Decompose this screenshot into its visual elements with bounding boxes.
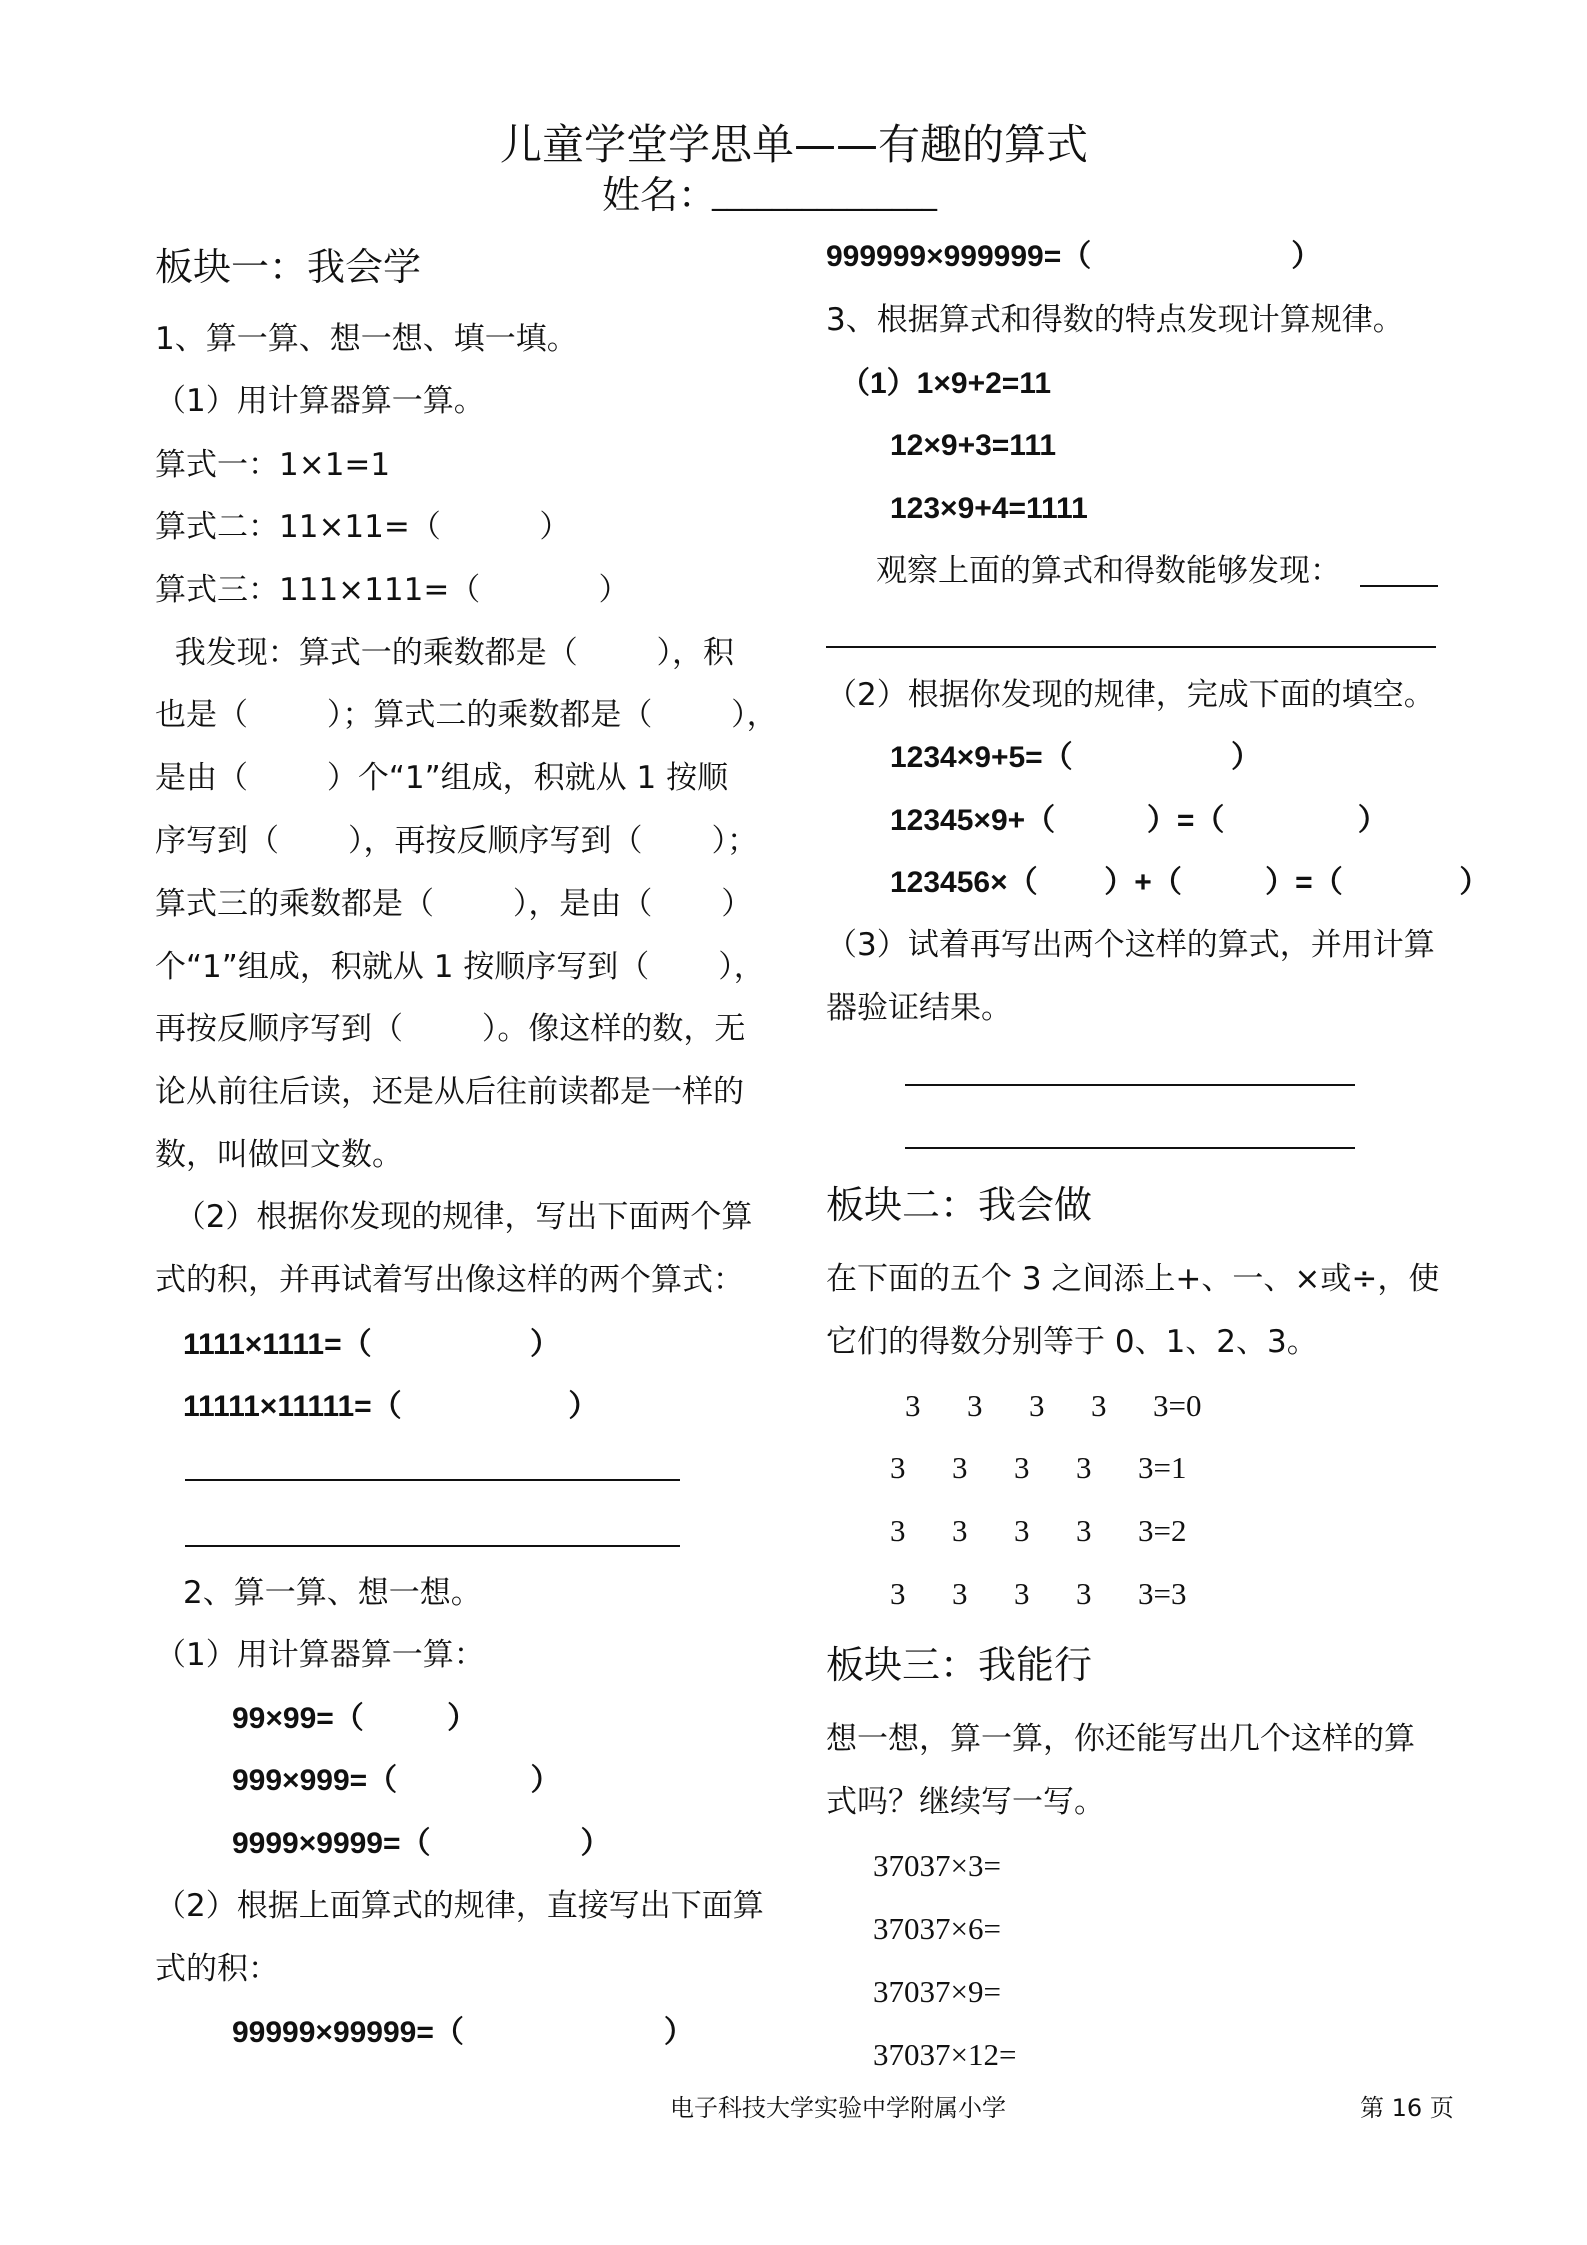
para-line: 算式三的乘数都是（ ），是由（ ） bbox=[155, 886, 753, 922]
equation-11: 1234×9+5=（ ） bbox=[890, 741, 1262, 774]
s3-text-line: 想一想，算一算，你还能写出几个这样的算 bbox=[826, 1721, 1415, 1757]
answer-line[interactable] bbox=[1360, 585, 1438, 587]
section3-heading: 板块三：我能行 bbox=[826, 1643, 1093, 1687]
q1-1: （1）用计算器算一算。 bbox=[155, 383, 485, 419]
s2-text-line: 在下面的五个 3 之间添上+、一、×或÷，使 bbox=[826, 1261, 1440, 1297]
equation-13: 123456×（ ）+（ ）=（ ） bbox=[890, 866, 1490, 899]
observe-text: 观察上面的算式和得数能够发现： bbox=[876, 553, 1341, 589]
q3-2: （2）根据你发现的规律，完成下面的填空。 bbox=[826, 677, 1435, 713]
page-title: 儿童学堂学思单——有趣的算式 bbox=[500, 120, 1089, 169]
q2-2-line: 式的积： bbox=[155, 1951, 279, 1987]
equation-6: 99×99=（ ） bbox=[232, 1702, 478, 1735]
para-line: 是由（ ）个“1”组成，积就从 1 按顺 bbox=[155, 760, 729, 796]
threes-row: 3 3 3 3 3=1 bbox=[890, 1450, 1187, 1485]
equation-10: 999999×999999=（ ） bbox=[826, 240, 1322, 273]
q3-1a: （1）1×9+2=11 bbox=[840, 367, 1052, 400]
para-line: 再按反顺序写到（ ）。像这样的数，无 bbox=[155, 1011, 746, 1047]
answer-line[interactable] bbox=[826, 646, 1436, 648]
equation-1: 算式一：1×1=1 bbox=[155, 447, 391, 483]
name-label: 姓名： bbox=[602, 173, 717, 217]
q2-2-line: （2）根据上面算式的规律，直接写出下面算 bbox=[155, 1888, 764, 1924]
footer-school: 电子科技大学实验中学附属小学 bbox=[670, 2094, 1006, 2122]
equation-3: 算式三：111×111=（ ） bbox=[155, 572, 630, 608]
name-blank[interactable]: _______________ bbox=[712, 177, 937, 212]
s3-equation: 37037×9= bbox=[873, 1974, 1001, 2009]
q3-title: 3、根据算式和得数的特点发现计算规律。 bbox=[826, 302, 1404, 338]
para-line: 也是（ ）；算式二的乘数都是（ ）， bbox=[155, 697, 778, 733]
answer-line[interactable] bbox=[905, 1147, 1355, 1149]
q1-2-line: （2）根据你发现的规律，写出下面两个算 bbox=[155, 1199, 753, 1235]
equation-2: 算式二：11×11=（ ） bbox=[155, 509, 571, 545]
s3-text-line: 式吗？继续写一写。 bbox=[826, 1784, 1105, 1820]
s3-equation: 37037×3= bbox=[873, 1848, 1001, 1883]
equation-5: 11111×11111=（ ） bbox=[183, 1390, 599, 1423]
q2-title: 2、算一算、想一想。 bbox=[183, 1575, 482, 1611]
threes-row: 3 3 3 3 3=0 bbox=[905, 1388, 1202, 1423]
q3-1b: 12×9+3=111 bbox=[890, 429, 1057, 462]
equation-9: 99999×99999=（ ） bbox=[232, 2016, 694, 2049]
para-line: 论从前往后读，还是从后往前读都是一样的 bbox=[155, 1074, 744, 1110]
para-line: 个“1”组成，积就从 1 按顺序写到（ ）， bbox=[155, 949, 765, 985]
para-line: 序写到（ ），再按反顺序写到（ ）； bbox=[155, 823, 758, 859]
equation-7: 999×999=（ ） bbox=[232, 1764, 561, 1797]
q3-3-line: （3）试着再写出两个这样的算式，并用计算 bbox=[826, 927, 1435, 963]
s2-text-line: 它们的得数分别等于 0、1、2、3。 bbox=[826, 1324, 1318, 1360]
q1-2-line: 式的积，并再试着写出像这样的两个算式： bbox=[155, 1262, 744, 1298]
answer-line[interactable] bbox=[185, 1479, 680, 1481]
answer-line[interactable] bbox=[185, 1545, 680, 1547]
section1-heading: 板块一：我会学 bbox=[155, 245, 422, 289]
answer-line[interactable] bbox=[905, 1084, 1355, 1086]
threes-row: 3 3 3 3 3=2 bbox=[890, 1513, 1187, 1548]
s3-equation: 37037×12= bbox=[873, 2037, 1017, 2072]
s3-equation: 37037×6= bbox=[873, 1911, 1001, 1946]
q3-3-line: 器验证结果。 bbox=[826, 990, 1012, 1026]
q1-title: 1、算一算、想一想、填一填。 bbox=[155, 321, 578, 357]
equation-12: 12345×9+（ ）=（ ） bbox=[890, 804, 1388, 837]
threes-row: 3 3 3 3 3=3 bbox=[890, 1576, 1187, 1611]
para-line: 我发现：算式一的乘数都是（ ），积 bbox=[155, 635, 735, 671]
q2-1: （1）用计算器算一算： bbox=[155, 1637, 485, 1673]
equation-8: 9999×9999=（ ） bbox=[232, 1827, 611, 1860]
footer-page-number: 第 16 页 bbox=[1360, 2094, 1454, 2122]
para-line: 数，叫做回文数。 bbox=[155, 1137, 403, 1173]
equation-4: 1111×1111=（ ） bbox=[183, 1328, 560, 1361]
section2-heading: 板块二：我会做 bbox=[826, 1183, 1093, 1227]
q3-1c: 123×9+4=1111 bbox=[890, 492, 1088, 525]
